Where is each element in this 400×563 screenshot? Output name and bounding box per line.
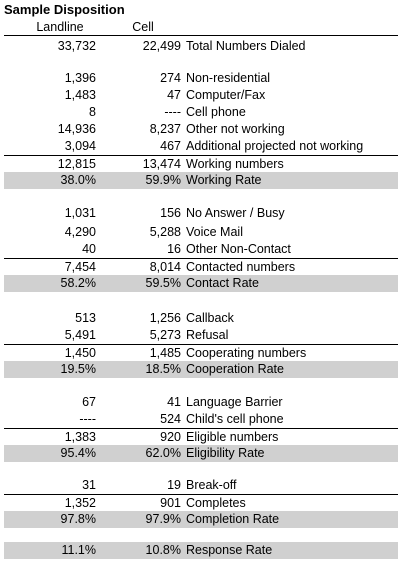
table-row-break-off — [4, 477, 398, 494]
cell-value: 13,474 — [142, 157, 181, 171]
landline-value: 1,396 — [64, 71, 96, 85]
row-label: Cell phone — [186, 105, 246, 119]
landline-value: 40 — [82, 242, 96, 256]
row-label: No Answer / Busy — [186, 206, 285, 220]
cell-value: 18.5% — [145, 362, 181, 376]
cell-value: 1,485 — [149, 346, 181, 360]
row-label: Cooperating numbers — [186, 346, 307, 360]
row-label: Break-off — [186, 478, 237, 492]
landline-value: 31 — [82, 478, 96, 492]
landline-value: 97.8% — [60, 512, 96, 526]
row-label: Eligible numbers — [186, 430, 279, 444]
table-row-language-barrier — [4, 394, 398, 411]
table-row-cooperating-numbers — [4, 344, 398, 362]
cell-value: 19 — [167, 478, 181, 492]
row-label: Callback — [186, 311, 234, 325]
table-title: Sample Disposition — [4, 2, 125, 17]
cell-value: 5,288 — [149, 225, 181, 239]
table-row-other-non-contact — [4, 241, 398, 258]
header-divider — [4, 35, 398, 36]
landline-value: 1,450 — [64, 346, 96, 360]
landline-value: 1,031 — [64, 206, 96, 220]
table-row-working-rate — [4, 172, 398, 189]
cell-value: 41 — [167, 395, 181, 409]
landline-value: 1,483 — [64, 88, 96, 102]
landline-column-header: Landline — [36, 20, 84, 34]
table-row-completion-rate — [4, 511, 398, 528]
cell-value: 920 — [160, 430, 181, 444]
cell-value: 16 — [167, 242, 181, 256]
cell-value: 47 — [167, 88, 181, 102]
landline-value: 513 — [75, 311, 96, 325]
table-row-callback — [4, 310, 398, 327]
table-row-no-answer — [4, 205, 398, 222]
row-label: Child's cell phone — [186, 412, 284, 426]
landline-value: 95.4% — [60, 446, 96, 460]
cell-value: 524 — [160, 412, 181, 426]
cell-value: 901 — [160, 496, 181, 510]
table-row-additional-not-working — [4, 138, 398, 155]
table-row-response-rate — [4, 542, 398, 559]
table-row-total-dialed — [4, 38, 398, 55]
table-row-non-residential — [4, 70, 398, 87]
landline-value: 7,454 — [64, 260, 96, 274]
cell-column-header: Cell — [132, 20, 154, 34]
cell-value: 97.9% — [145, 512, 181, 526]
row-label: Computer/Fax — [186, 88, 266, 102]
table-row-childs-cell-phone — [4, 411, 398, 428]
cell-value: 8,237 — [149, 122, 181, 136]
row-label: Completes — [186, 496, 246, 510]
cell-value: 59.9% — [145, 173, 181, 187]
landline-value: 58.2% — [60, 276, 96, 290]
landline-value: 33,732 — [57, 39, 96, 53]
landline-value: 5,491 — [64, 328, 96, 342]
cell-value: 1,256 — [149, 311, 181, 325]
row-label: Other Non-Contact — [186, 242, 291, 256]
table-row-refusal — [4, 327, 398, 344]
table-row-cell-phone — [4, 104, 398, 121]
row-label: Working Rate — [186, 173, 262, 187]
table-row-computer-fax — [4, 87, 398, 104]
landline-value: 8 — [89, 105, 96, 119]
row-label: Other not working — [186, 122, 285, 136]
row-label: Eligibility Rate — [186, 446, 265, 460]
table-row-other-not-working — [4, 121, 398, 138]
landline-value: 14,936 — [57, 122, 96, 136]
row-label: Working numbers — [186, 157, 284, 171]
landline-value: 4,290 — [64, 225, 96, 239]
row-label: Response Rate — [186, 543, 273, 557]
landline-value: 67 — [82, 395, 96, 409]
row-label: Non-residential — [186, 71, 271, 85]
landline-value: ---- — [79, 412, 96, 426]
cell-value: 22,499 — [142, 39, 181, 53]
landline-value: 11.1% — [61, 543, 96, 557]
row-label: Contact Rate — [186, 276, 259, 290]
row-label: Language Barrier — [186, 395, 283, 409]
cell-value: 8,014 — [149, 260, 181, 274]
row-label: Total Numbers Dialed — [186, 39, 306, 53]
row-label: Refusal — [186, 328, 229, 342]
table-row-eligibility-rate — [4, 445, 398, 462]
cell-value: ---- — [164, 105, 181, 119]
landline-value: 19.5% — [60, 362, 96, 376]
cell-value: 5,273 — [149, 328, 181, 342]
cell-value: 156 — [160, 206, 181, 220]
cell-value: 59.5% — [145, 276, 181, 290]
cell-value: 10.8% — [145, 543, 181, 557]
cell-value: 62.0% — [145, 446, 181, 460]
landline-value: 12,815 — [57, 157, 96, 171]
table-row-contact-rate — [4, 275, 398, 292]
table-row-voice-mail — [4, 224, 398, 241]
landline-value: 1,383 — [64, 430, 96, 444]
landline-value: 1,352 — [64, 496, 96, 510]
landline-value: 3,094 — [64, 139, 96, 153]
row-label: Contacted numbers — [186, 260, 296, 274]
cell-value: 467 — [160, 139, 181, 153]
cell-value: 274 — [160, 71, 181, 85]
table-row-cooperation-rate — [4, 361, 398, 378]
table-row-eligible-numbers — [4, 428, 398, 446]
row-label: Voice Mail — [186, 225, 243, 239]
table-row-working-numbers — [4, 155, 398, 173]
row-label: Cooperation Rate — [186, 362, 284, 376]
table-row-contacted-numbers — [4, 258, 398, 276]
table-row-completes — [4, 494, 398, 512]
row-label: Completion Rate — [186, 512, 280, 526]
landline-value: 38.0% — [60, 173, 96, 187]
row-label: Additional projected not working — [186, 139, 364, 153]
